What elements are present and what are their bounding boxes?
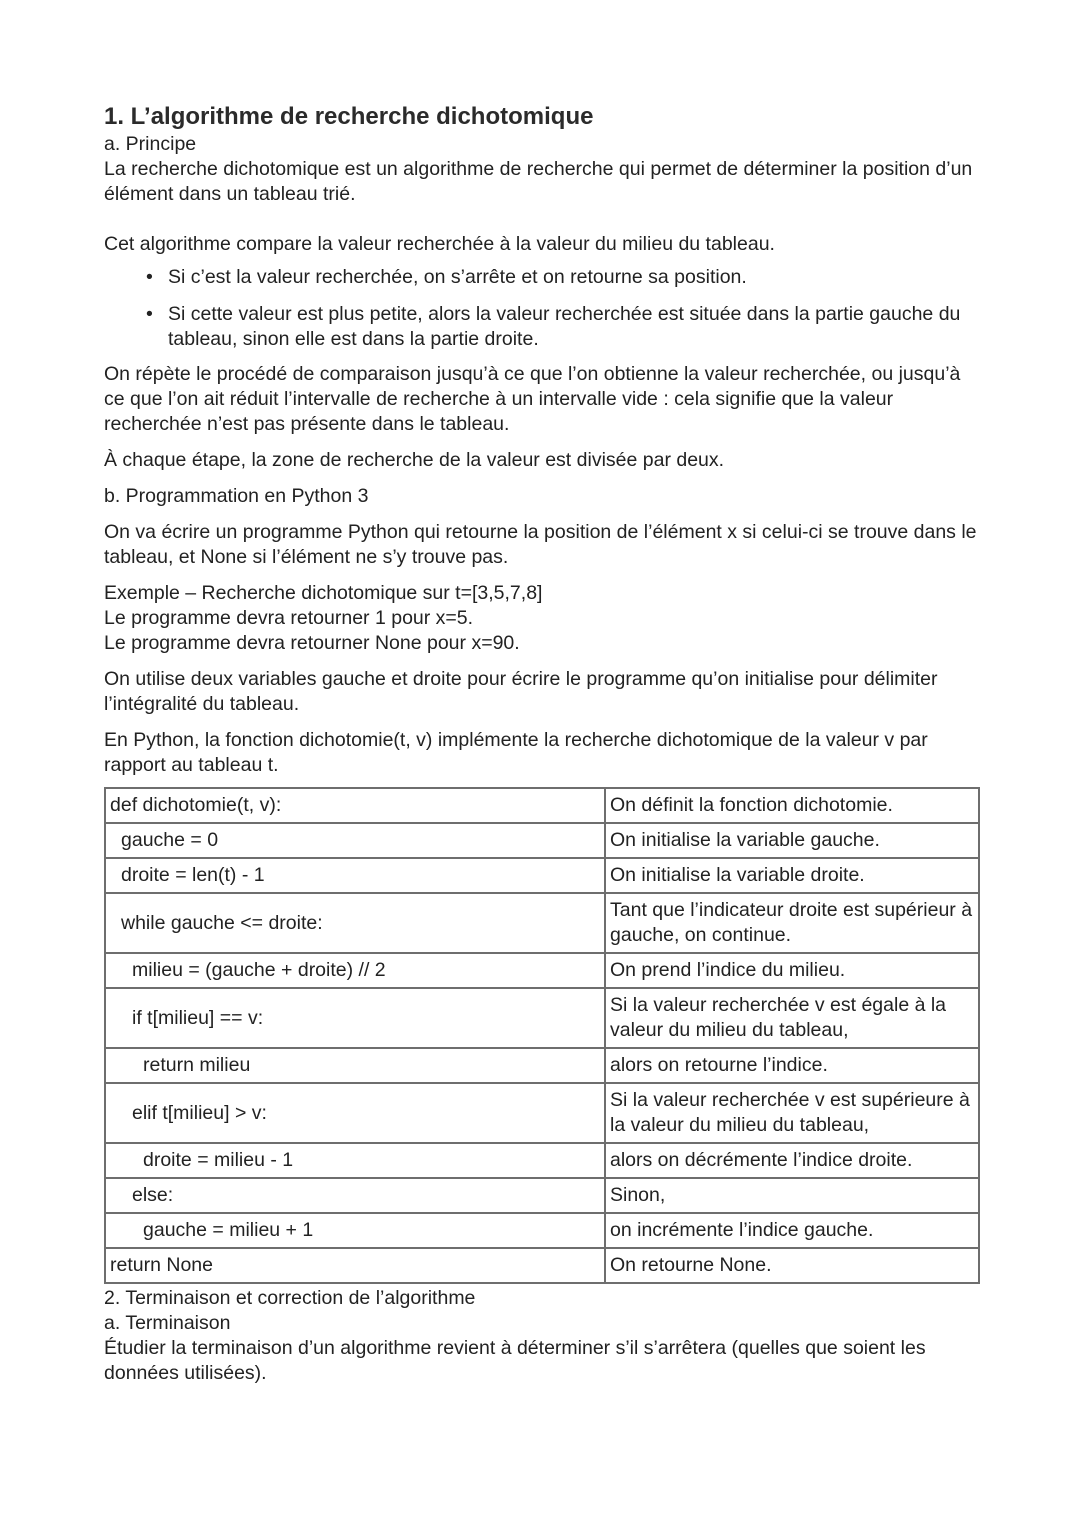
comment-cell: alors on décrémente l’indice droite.: [605, 1143, 979, 1178]
program-intro-paragraph: On va écrire un programme Python qui retourne la position de l’élément x si celui-ci se trouve dans le tableau, et None si l’élément ne s’y trouve pas.: [104, 521, 977, 568]
example-line-1: Exemple – Recherche dichotomique sur t=[3,5,7,8]: [104, 582, 543, 604]
compare-paragraph: Cet algorithme compare la valeur recherchée à la valeur du milieu du tableau.: [104, 233, 775, 255]
subsection-a-heading: a. Principe: [104, 133, 197, 155]
document-page: [104, 102, 984, 1386]
each-step-paragraph: À chaque étape, la zone de recherche de la valeur est divisée par deux.: [104, 449, 725, 471]
code-cell: droite = len(t) - 1: [105, 858, 605, 893]
table-row: [105, 953, 979, 988]
code-cell: else:: [105, 1178, 605, 1213]
bullet-list: [104, 265, 984, 352]
comment-cell: On retourne None.: [605, 1248, 979, 1283]
comment-cell: On prend l’indice du milieu.: [605, 953, 979, 988]
table-row: [105, 823, 979, 858]
subsection-b-heading: b. Programmation en Python 3: [104, 485, 369, 507]
table-row: [105, 1213, 979, 1248]
comment-cell: Tant que l’indicateur droite est supérieur à gauche, on continue.: [605, 893, 979, 953]
comment-cell: On définit la fonction dichotomie.: [605, 788, 979, 823]
repeat-paragraph: On répète le procédé de comparaison jusqu’à ce que l’on obtienne la valeur recherchée, ou jusqu’à ce que l’on ait réduit l’intervalle de recherche à un intervalle vide : cela signifie que la valeur recherchée n’est pas présente dans le tableau.: [104, 363, 961, 435]
intro-paragraph: La recherche dichotomique est un algorithme de recherche qui permet de déterminer la position d’un élément dans un tableau trié.: [104, 158, 973, 205]
function-description-paragraph: En Python, la fonction dichotomie(t, v) implémente la recherche dichotomique de la valeur v par rapport au tableau t.: [104, 729, 928, 776]
termination-paragraph: Étudier la terminaison d’un algorithme revient à déterminer s’il s’arrêtera (quelles que soient les données utilisées).: [104, 1337, 926, 1384]
comment-cell: On initialise la variable gauche.: [605, 823, 979, 858]
example-line-2: Le programme devra retourner 1 pour x=5.: [104, 607, 474, 629]
comment-cell: Si la valeur recherchée v est égale à la valeur du milieu du tableau,: [605, 988, 979, 1048]
code-cell: milieu = (gauche + droite) // 2: [105, 953, 605, 988]
section-2-subsection-a: a. Terminaison: [104, 1312, 231, 1334]
comment-cell: on incrémente l’indice gauche.: [605, 1213, 979, 1248]
code-cell: gauche = milieu + 1: [105, 1213, 605, 1248]
comment-cell: Si la valeur recherchée v est supérieure à la valeur du milieu du tableau,: [605, 1083, 979, 1143]
section-2-title: 2. Terminaison et correction de l’algorithme: [104, 1287, 476, 1309]
table-row: [105, 1178, 979, 1213]
bullet-item-2: • Si cette valeur est plus petite, alors la valeur recherchée est située dans la partie gauche du tableau, sinon elle est dans la partie droite.: [168, 302, 984, 352]
table-row: [105, 858, 979, 893]
table-row: [105, 1083, 979, 1143]
table-row: [105, 893, 979, 953]
table-row: [105, 1048, 979, 1083]
comment-cell: alors on retourne l’indice.: [605, 1048, 979, 1083]
code-cell: droite = milieu - 1: [105, 1143, 605, 1178]
code-cell: while gauche <= droite:: [105, 893, 605, 953]
code-cell: def dichotomie(t, v):: [105, 788, 605, 823]
table-row: [105, 1143, 979, 1178]
code-explanation-table: [104, 787, 980, 1284]
example-block: [104, 581, 984, 656]
code-cell: if t[milieu] == v:: [105, 988, 605, 1048]
bullet-item-1: • Si c’est la valeur recherchée, on s’arrête et on retourne sa position.: [168, 265, 984, 290]
table-row: [105, 1248, 979, 1283]
code-cell: elif t[milieu] > v:: [105, 1083, 605, 1143]
table-row: [105, 988, 979, 1048]
code-cell: gauche = 0: [105, 823, 605, 858]
code-cell: return None: [105, 1248, 605, 1283]
comment-cell: Sinon,: [605, 1178, 979, 1213]
example-line-3: Le programme devra retourner None pour x=90.: [104, 632, 520, 654]
section-1-title: 1. L’algorithme de recherche dichotomique: [104, 103, 594, 130]
variables-paragraph: On utilise deux variables gauche et droite pour écrire le programme qu’on initialise pour délimiter l’intégralité du tableau.: [104, 668, 938, 715]
table-row: [105, 788, 979, 823]
code-cell: return milieu: [105, 1048, 605, 1083]
comment-cell: On initialise la variable droite.: [605, 858, 979, 893]
